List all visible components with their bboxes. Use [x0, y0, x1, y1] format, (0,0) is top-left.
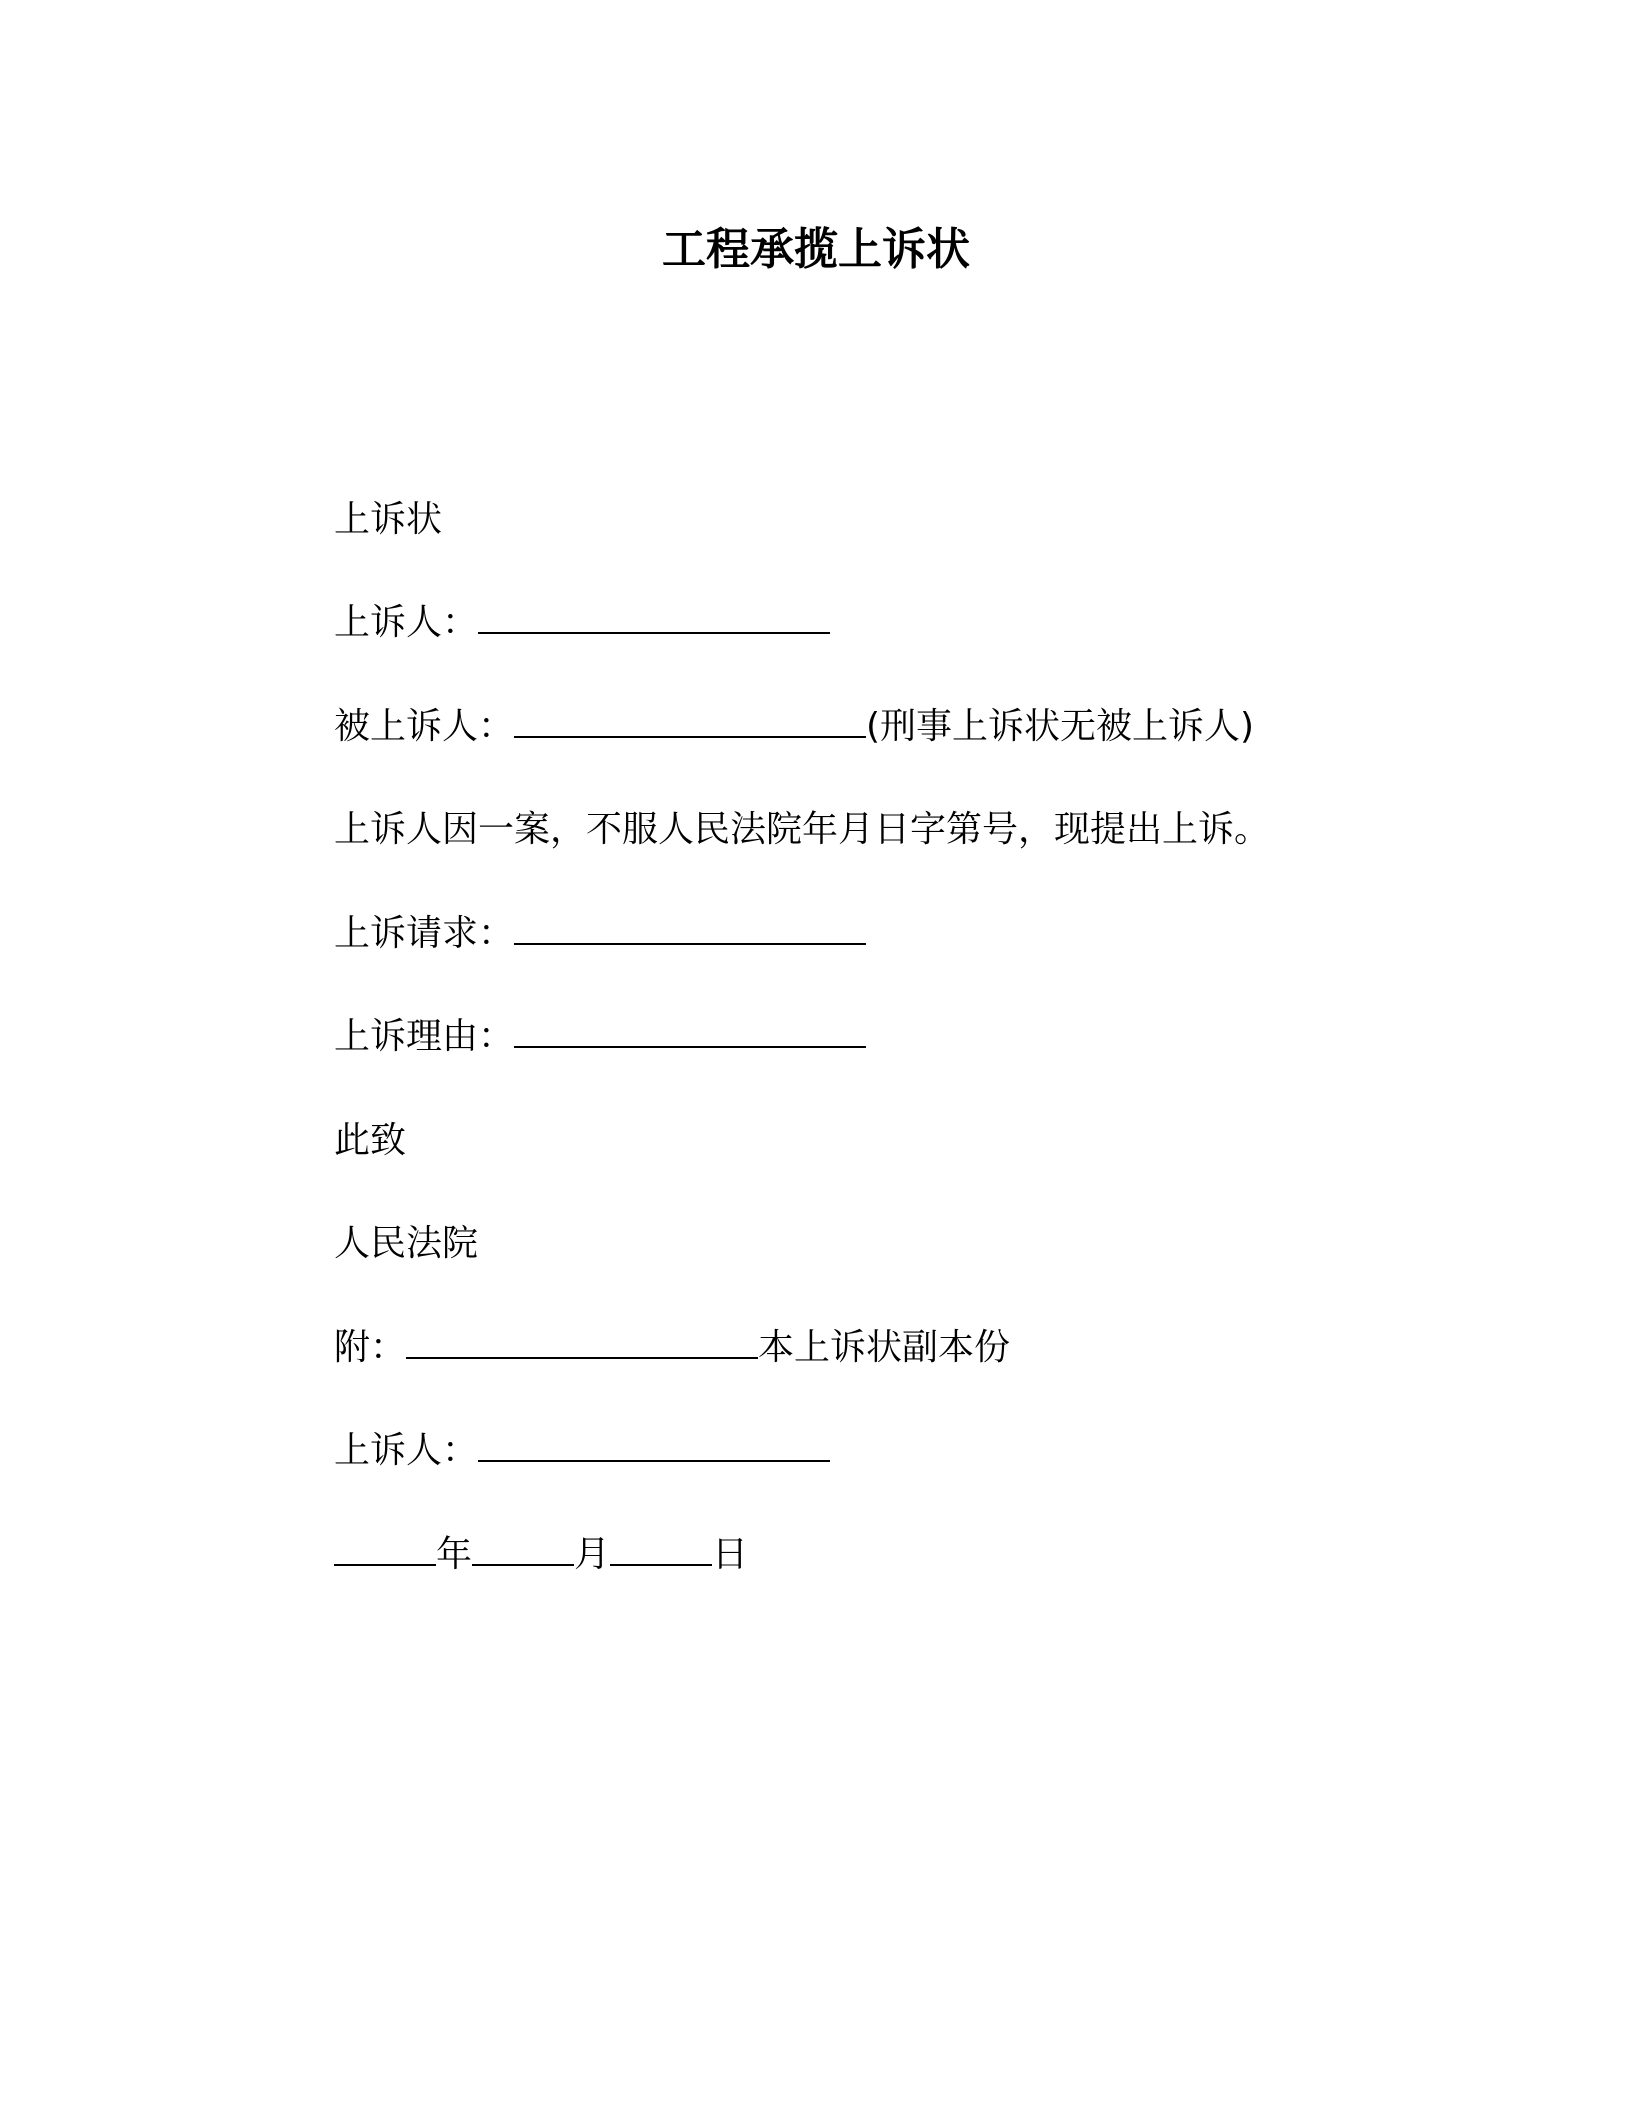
- case-statement: 上诉人因一案，不服人民法院年月日字第号，现提出上诉。: [334, 809, 1271, 850]
- appellee-note: (刑事上诉状无被上诉人): [866, 706, 1255, 747]
- signature-line: [334, 1428, 830, 1474]
- attachment-label: 附：: [334, 1327, 407, 1368]
- year-label: 年: [436, 1534, 473, 1575]
- appellee-label: 被上诉人：: [334, 706, 515, 747]
- year-blank[interactable]: [334, 1534, 436, 1566]
- reason-label: 上诉理由：: [334, 1016, 515, 1057]
- month-blank[interactable]: [472, 1534, 574, 1566]
- day-blank[interactable]: [610, 1534, 712, 1566]
- attachment-note: 本上诉状副本份: [758, 1327, 1011, 1368]
- request-line: [334, 911, 866, 957]
- request-label: 上诉请求：: [334, 913, 515, 954]
- heading: 上诉状: [334, 499, 443, 540]
- signature-blank[interactable]: [478, 1430, 830, 1462]
- reason-line: [334, 1014, 866, 1060]
- day-label: 日: [712, 1534, 749, 1575]
- appellant-label: 上诉人：: [334, 602, 479, 643]
- reason-blank[interactable]: [514, 1016, 866, 1048]
- appellant-blank[interactable]: [478, 602, 830, 634]
- document-title: 工程承揽上诉状: [662, 224, 970, 275]
- salutation: 此致: [334, 1120, 407, 1161]
- date-line: [334, 1532, 748, 1578]
- attachment-blank[interactable]: [406, 1327, 758, 1359]
- court-name: 人民法院: [334, 1223, 479, 1264]
- signature-label: 上诉人：: [334, 1430, 479, 1471]
- month-label: 月: [574, 1534, 611, 1575]
- appellant-line: [334, 600, 830, 646]
- request-blank[interactable]: [514, 913, 866, 945]
- appellee-blank[interactable]: [514, 706, 866, 738]
- appellee-line: [334, 704, 1254, 750]
- attachment-line: [334, 1325, 1010, 1371]
